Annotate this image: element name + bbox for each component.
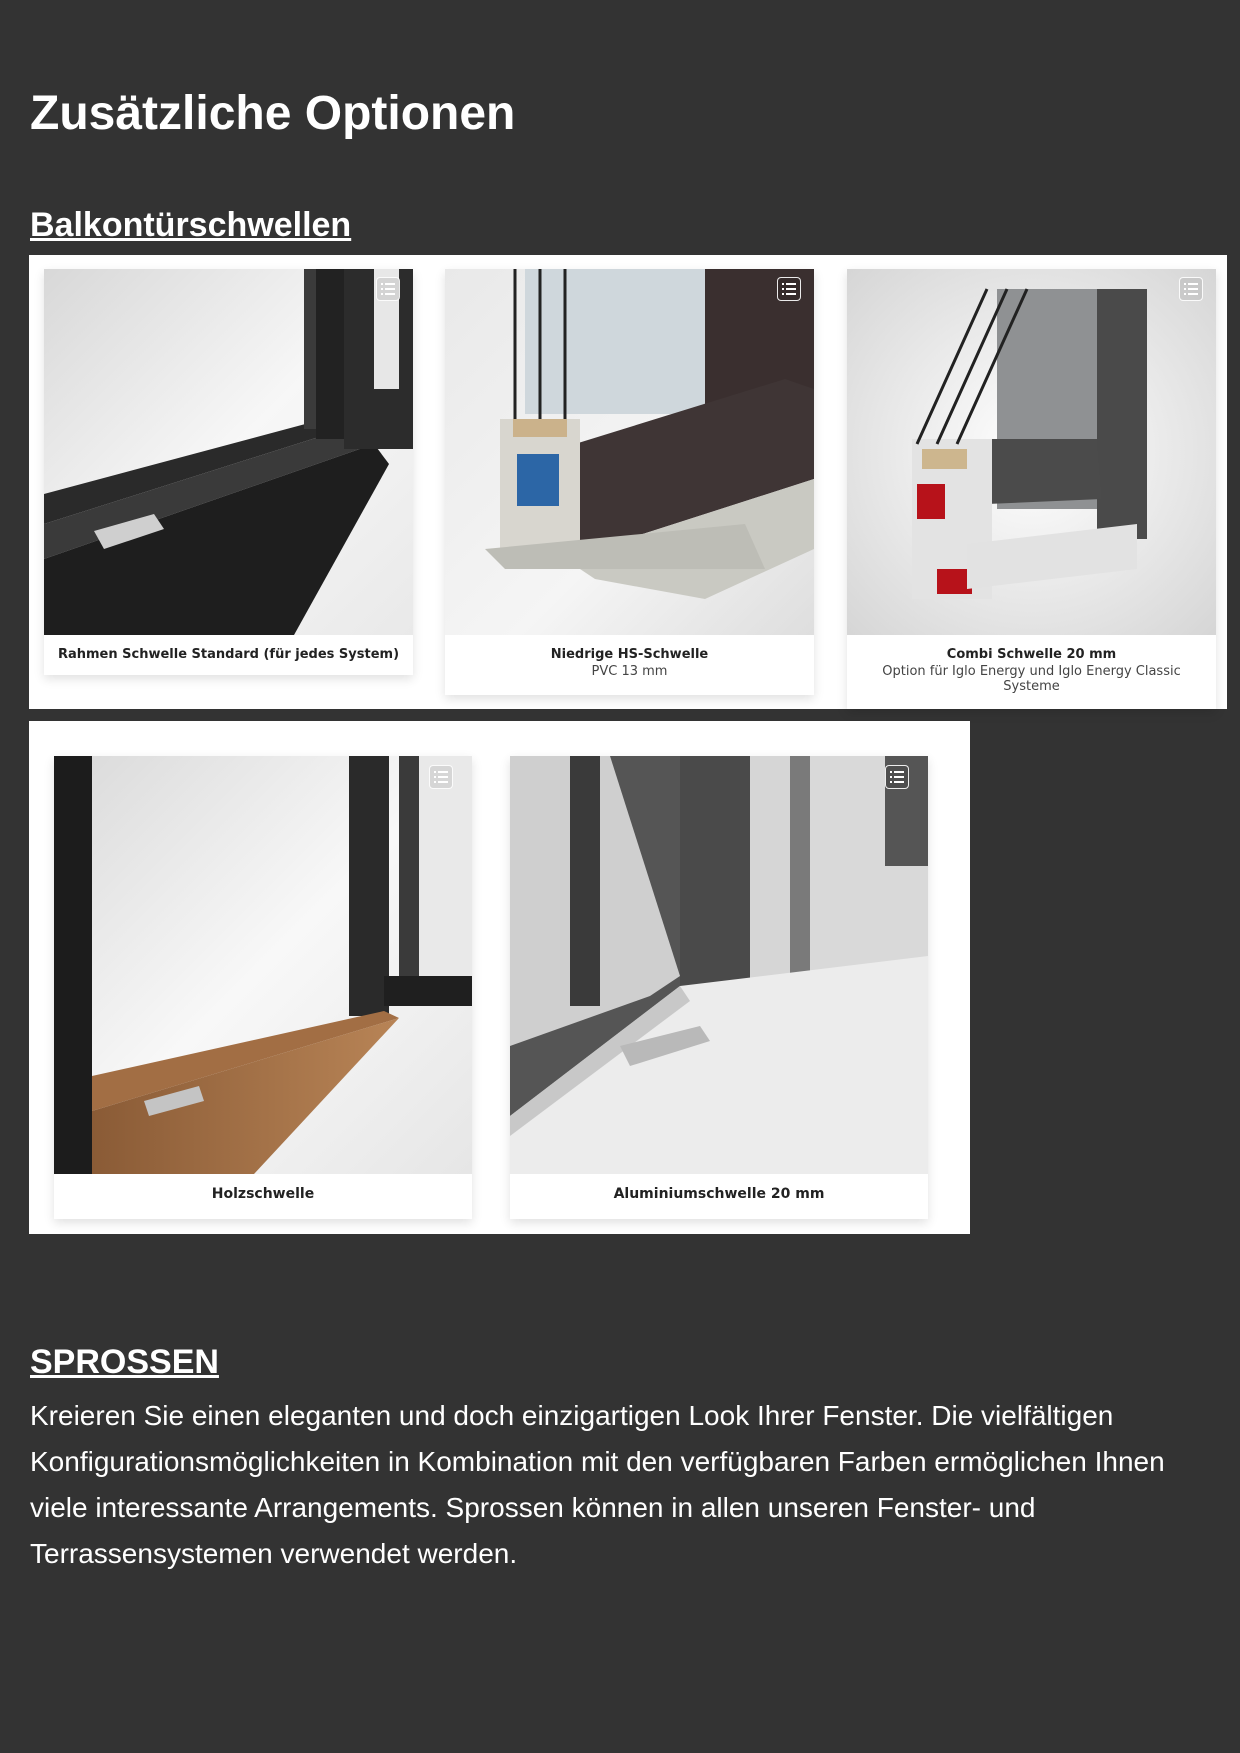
threshold-card-hs[interactable] xyxy=(445,269,814,695)
list-icon xyxy=(890,771,904,783)
threshold-gallery-row-1 xyxy=(29,255,1227,709)
details-button[interactable] xyxy=(885,765,909,789)
threshold-card-holz[interactable] xyxy=(54,756,472,1219)
card-caption xyxy=(44,635,413,662)
details-button[interactable] xyxy=(777,277,801,301)
details-button[interactable] xyxy=(429,765,453,789)
details-button[interactable] xyxy=(376,277,400,301)
threshold-image-aluminium[interactable] xyxy=(510,756,928,1174)
card-caption xyxy=(510,1174,928,1202)
card-subtitle: Option für Iglo Energy und Iglo Energy Classic Systeme xyxy=(882,664,1181,694)
card-title: Holzschwelle xyxy=(211,1186,315,1202)
threshold-card-aluminium[interactable] xyxy=(510,756,928,1219)
list-icon xyxy=(782,283,796,295)
card-title: Aluminiumschwelle 20 mm xyxy=(613,1186,825,1202)
card-subtitle: PVC 13 mm xyxy=(591,664,668,679)
card-title: Niedrige HS-Schwelle xyxy=(550,647,709,662)
details-button[interactable] xyxy=(1179,277,1203,301)
list-icon xyxy=(1184,283,1198,295)
section-heading-sprossen: SPROSSEN xyxy=(30,1343,219,1381)
page-title: Zusätzliche Optionen xyxy=(30,87,516,140)
list-icon xyxy=(381,283,395,295)
card-caption xyxy=(54,1174,472,1202)
threshold-image-hs[interactable] xyxy=(445,269,814,635)
threshold-card-standard[interactable] xyxy=(44,269,413,675)
card-title: Rahmen Schwelle Standard (für jedes System) xyxy=(57,647,400,662)
card-title: Combi Schwelle 20 mm xyxy=(946,647,1117,662)
sprossen-description: Kreieren Sie einen eleganten und doch einzigartigen Look Ihrer Fenster. Die vielfältigen Konfigurationsmöglichkeiten in Kombination mit den verfügbaren Farben ermöglichen Ihnen viele interessante Arrangements. Sprossen können in allen unseren Fenster- und Terrassensystemen verwendet werden. xyxy=(30,1400,1165,1569)
threshold-card-combi[interactable] xyxy=(847,269,1216,709)
list-icon xyxy=(434,771,448,783)
threshold-image-standard[interactable] xyxy=(44,269,413,635)
card-caption xyxy=(847,635,1216,695)
card-caption xyxy=(445,635,814,680)
section-heading-balkontuerschwellen: Balkontürschwellen xyxy=(30,206,352,244)
threshold-gallery-row-2 xyxy=(29,721,970,1234)
threshold-image-holz[interactable] xyxy=(54,756,472,1174)
threshold-image-combi[interactable] xyxy=(847,269,1216,635)
